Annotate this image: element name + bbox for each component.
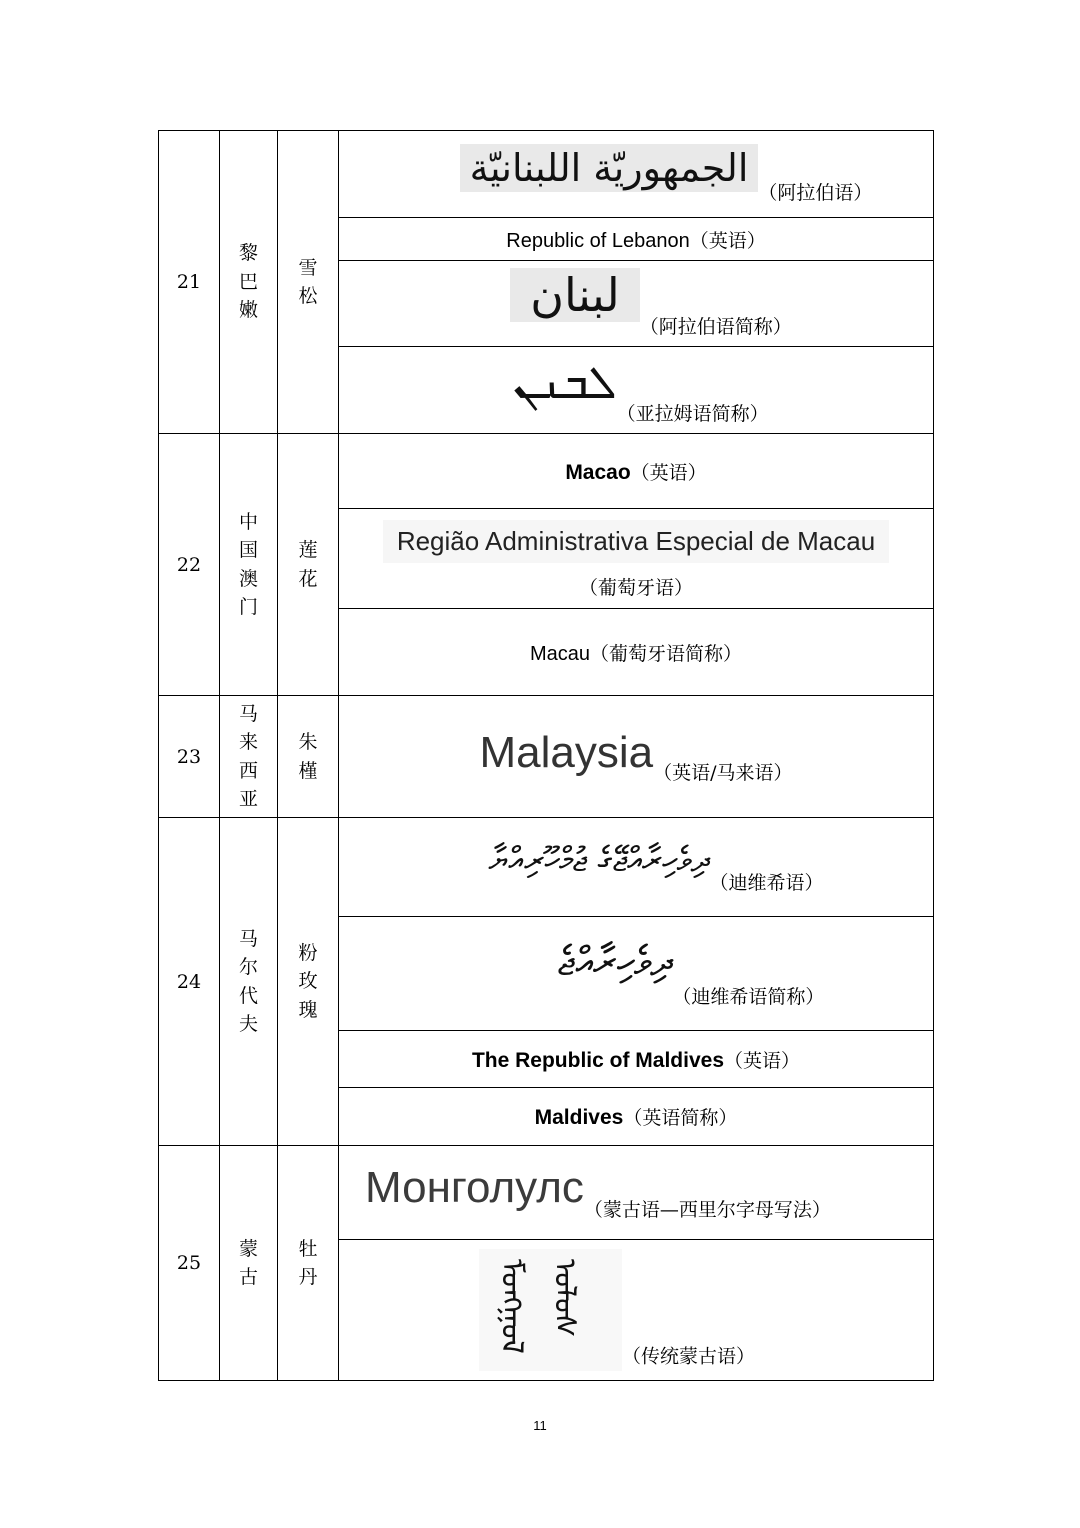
flower-name-cell xyxy=(278,434,339,696)
name-entry xyxy=(339,1088,934,1146)
mongolian-cyrillic-name: Монголулс xyxy=(365,1163,584,1212)
language-note: （亚拉姆语简称） xyxy=(616,402,769,425)
language-note: （葡萄牙语简称） xyxy=(590,642,743,665)
language-note: （迪维希语） xyxy=(709,871,824,894)
name-entry xyxy=(339,1240,934,1381)
flower-name: 粉玫瑰 xyxy=(298,941,318,1021)
language-note: （葡萄牙语） xyxy=(578,576,693,599)
name-entry xyxy=(339,509,934,609)
name-entry xyxy=(339,434,934,509)
name-entry xyxy=(339,818,934,917)
country-name: 黎巴嫩 xyxy=(238,242,258,322)
flower-name: 雪松 xyxy=(298,256,318,307)
row-number: 24 xyxy=(159,818,220,1146)
country-name-cell xyxy=(220,696,278,818)
english-name: The Republic of Maldives xyxy=(471,1048,725,1072)
country-name-cell xyxy=(220,131,278,434)
portuguese-name: Região Administrativa Especial de Macau xyxy=(383,520,889,563)
flower-name-cell xyxy=(278,818,339,1146)
row-number: 22 xyxy=(159,434,220,696)
english-name: Republic of Lebanon xyxy=(506,229,690,252)
table-row xyxy=(159,696,934,818)
arabic-short-name: لبنان xyxy=(510,268,640,322)
country-flower-table xyxy=(158,130,934,1381)
flower-name: 牡丹 xyxy=(298,1237,318,1288)
name-entry xyxy=(339,1031,934,1088)
table-row xyxy=(159,1146,934,1240)
page-number: 11 xyxy=(533,1418,547,1433)
name-entry xyxy=(339,609,934,696)
row-number: 25 xyxy=(159,1146,220,1381)
language-note: （阿拉伯语） xyxy=(758,181,873,204)
country-name-cell xyxy=(220,1146,278,1381)
language-note: （迪维希语简称） xyxy=(672,985,825,1008)
dhivehi-full-name: ދިވެހިރާއްޖޭގެ ޖުމްހޫރިއްޔާ xyxy=(488,839,710,880)
flower-name: 朱槿 xyxy=(298,731,318,782)
language-note: （阿拉伯语简称） xyxy=(639,316,792,338)
table-row xyxy=(159,131,934,218)
language-note: （英语） xyxy=(630,461,707,484)
name-entry xyxy=(339,917,934,1031)
country-name: 马尔代夫 xyxy=(238,927,258,1035)
table-row xyxy=(159,818,934,917)
flower-name-cell xyxy=(278,1146,339,1381)
language-note: （英语） xyxy=(689,229,766,252)
name-entry xyxy=(339,347,934,434)
name-entry xyxy=(339,218,934,261)
country-name: 马来西亚 xyxy=(238,702,258,810)
language-note: （蒙古语—西里尔字母写法） xyxy=(583,1199,831,1221)
language-note: （英语） xyxy=(724,1049,801,1072)
language-note: （传统蒙古语） xyxy=(622,1345,756,1368)
flower-name-cell xyxy=(278,131,339,434)
country-name: 蒙古 xyxy=(238,1237,258,1288)
mongolian-traditional-name: ᠮᠣᠩᠭᠣᠯ ᠤᠯᠤᠰ xyxy=(494,1259,582,1354)
row-number: 21 xyxy=(159,131,220,434)
arabic-full-name: الجمهوريّة اللبنانيّة xyxy=(460,144,759,192)
mongolian-script-image xyxy=(479,1249,622,1371)
flower-name-cell xyxy=(278,696,339,818)
english-short-name: Maldives xyxy=(534,1106,624,1129)
name-entry xyxy=(339,131,934,218)
name-entry xyxy=(339,1146,934,1240)
country-name-cell xyxy=(220,434,278,696)
dhivehi-short-name: ދިވެހިރާއްޖެ xyxy=(557,938,673,985)
row-number: 23 xyxy=(159,696,220,818)
name-entry xyxy=(339,261,934,347)
country-name-cell xyxy=(220,818,278,1146)
table-row xyxy=(159,434,934,509)
aramaic-short-name: ܠܒܢܢ xyxy=(513,354,617,409)
country-name: 中国澳门 xyxy=(238,510,258,618)
language-note: （英语简称） xyxy=(623,1107,738,1129)
flower-name: 莲花 xyxy=(298,539,318,590)
portuguese-short-name: Macau xyxy=(529,642,590,665)
name-entry xyxy=(339,696,934,818)
malay-name: Malaysia xyxy=(479,728,654,777)
english-name: Macao xyxy=(565,460,631,484)
language-note: （英语/马来语） xyxy=(653,762,793,784)
